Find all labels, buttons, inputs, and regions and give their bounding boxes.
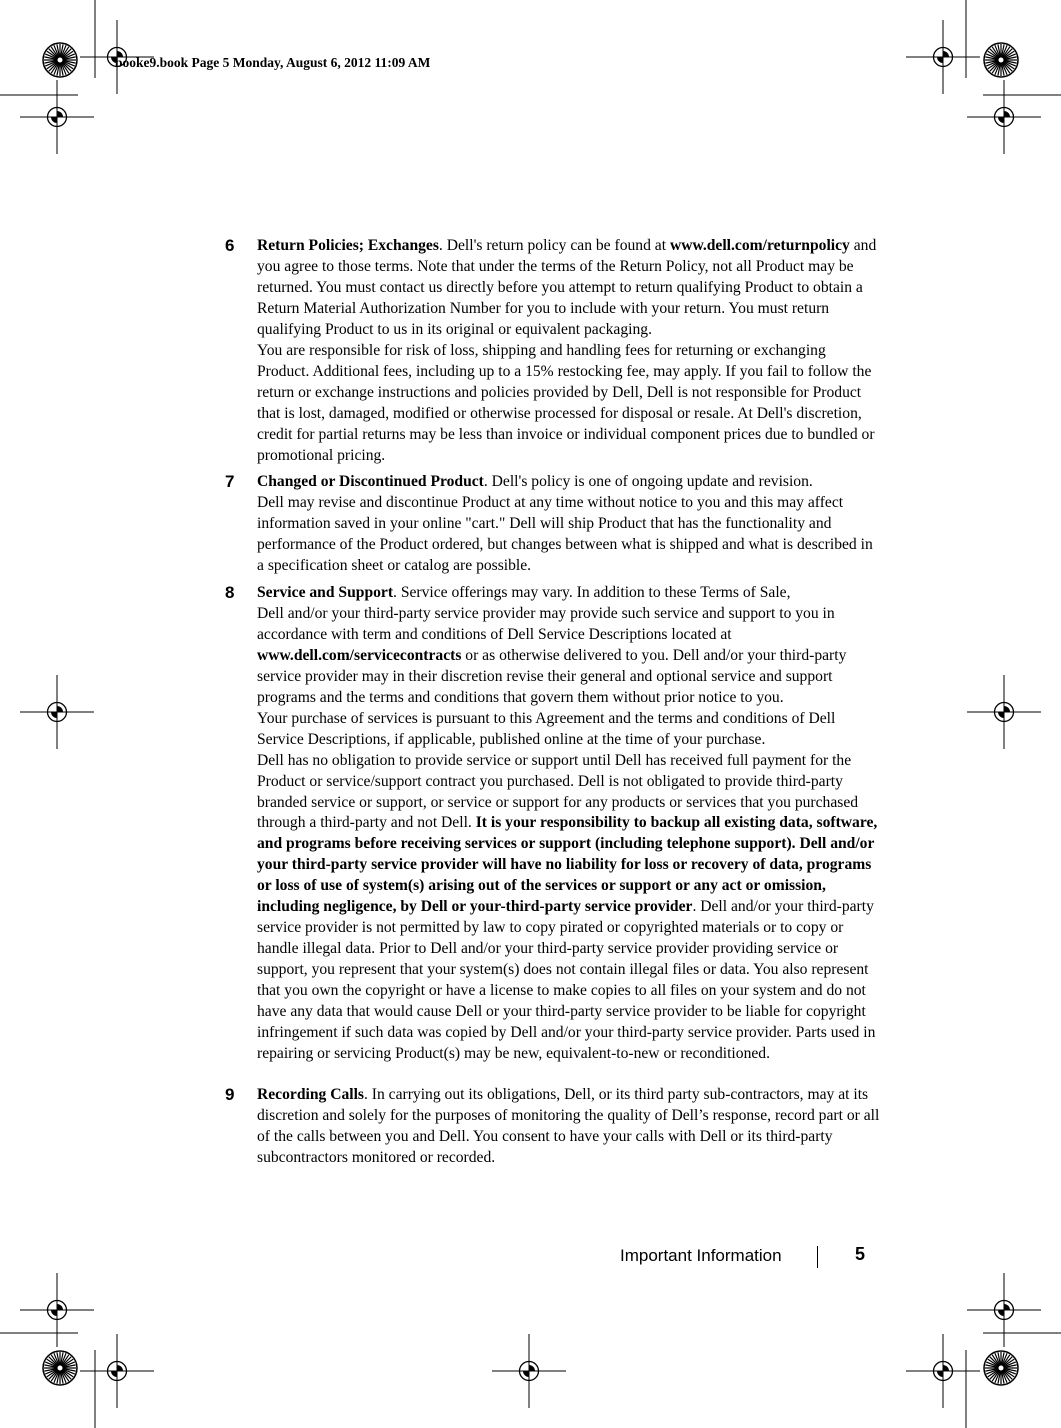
section-heading: Changed or Discontinued Product [257, 473, 484, 490]
return-policy-link[interactable]: www.dell.com/returnpolicy [669, 237, 850, 254]
footer-section-title: Important Information [620, 1246, 782, 1265]
section-paragraph: Dell has no obligation to provide service or support until Dell has received full payment for the Product or service/support contract you purchased. Dell is not obligated to provide third-party branded service or support, or service or support for any products or services that you purchased through a third-party and not Dell. It is your responsibility to backup all existing data, software, and programs before receiving services or support (including telephone support). Dell and/or your third-party service provider will have no liability for loss or recovery of data, programs or loss of use of system(s) arising out of the services or support or any act or omission, including negligence, by Dell or your-third-party service provider. Dell and/or your third-party service provider is not permitted by law to copy pirated or copyrighted materials or to copy or handle illegal data. Prior to Dell and/or your third-party service provider providing service or support, you represent that your system(s) does not contain illegal files or data. You also represent that you own the copyright or have a license to make copies to all files on your system and do not have any data that would cause Dell or your third-party service provider to be liable for copyright infringement if such data was copied by Dell and/or your third-party service provider. Parts used in repairing or servicing Product(s) may be new, equivalent-to-new or reconditioned. [257, 751, 878, 1062]
section-paragraph: Changed or Discontinued Product. Dell's policy is one of ongoing update and revision. [257, 473, 813, 490]
service-contracts-link[interactable]: www.dell.com/servicecontracts [257, 646, 462, 664]
section-return-policies [225, 236, 882, 466]
section-recording-calls [225, 1085, 882, 1169]
section-number: 6 [225, 236, 235, 255]
section-paragraph: You are responsible for risk of loss, shipping and handling fees for returning or exchanging Product. Additional fees, including up to a 15% restocking fee, may apply. If you fail to follow the return or exchange instructions and policies provided by Dell, Dell is not responsible for Product that is lost, damaged, modified or otherwise processed for disposal or resale. At Dell's discretion, credit for partial returns may be less than invoice or individual component prices due to bundled or promotional pricing. [257, 341, 875, 464]
section-paragraph: Service and Support. Service offerings may vary. In addition to these Terms of Sale, [257, 584, 791, 601]
section-service-support [225, 583, 882, 1065]
section-number: 9 [225, 1085, 235, 1104]
footer-divider [817, 1246, 818, 1268]
section-paragraph: Dell and/or your third-party service provider may provide such service and support to you in accordance with term and conditions of Dell Service Descriptions located at www.dell.com/servicecontracts or as otherwise delivered to you. Dell and/or your third-party service provider may in their discretion revise their general and optional service and support programs and the terms and conditions that govern them without prior notice to you. [257, 604, 847, 706]
page-number: 5 [855, 1244, 866, 1264]
section-number: 8 [225, 583, 235, 602]
liability-notice: It is your responsibility to backup all existing data, software, and programs before receiving services or support (including telephone support). Dell and/or your third-party service provider will have no liability for loss or recovery of data, programs or loss of use of system(s) arising out of the services or support or any act or omission, including negligence, by Dell or your-third-party service provider [257, 814, 878, 916]
section-heading: Return Policies; Exchanges [257, 237, 439, 254]
section-paragraph: Recording Calls. In carrying out its obligations, Dell, or its third party sub-contractors, may at its discretion and solely for the purposes of monitoring the quality of Dell’s response, record part or all of the calls between you and Dell. You consent to have your calls with Dell or its third-party subcontractors monitored or recorded. [257, 1086, 880, 1166]
section-paragraph: Return Policies; Exchanges. Dell's return policy can be found at www.dell.com/returnpolicy and you agree to those terms. Note that under the terms of the Return Policy, not all Product may be returned. You must contact us directly before you attempt to return qualifying Product to obtain a Return Material Authorization Number for you to include with your return. You must return qualifying Product to us in its original or equivalent packaging. [257, 237, 877, 338]
section-paragraph: Dell may revise and discontinue Product at any time without notice to you and this may affect information saved in your online "cart." Dell will ship Product that has the functionality and performance of the Product ordered, but changes between what is shipped and what is described in a specification sheet or catalog are possible. [257, 493, 873, 574]
section-heading: Service and Support [257, 584, 394, 601]
section-changed-product [225, 472, 882, 577]
print-slug: booke9.book Page 5 Monday, August 6, 2012 11:09 AM [115, 55, 431, 70]
section-number: 7 [225, 472, 235, 491]
section-paragraph: Your purchase of services is pursuant to this Agreement and the terms and conditions of Dell Service Descriptions, if applicable, published online at the time of your purchase. [257, 709, 836, 748]
section-heading: Recording Calls [257, 1086, 364, 1103]
